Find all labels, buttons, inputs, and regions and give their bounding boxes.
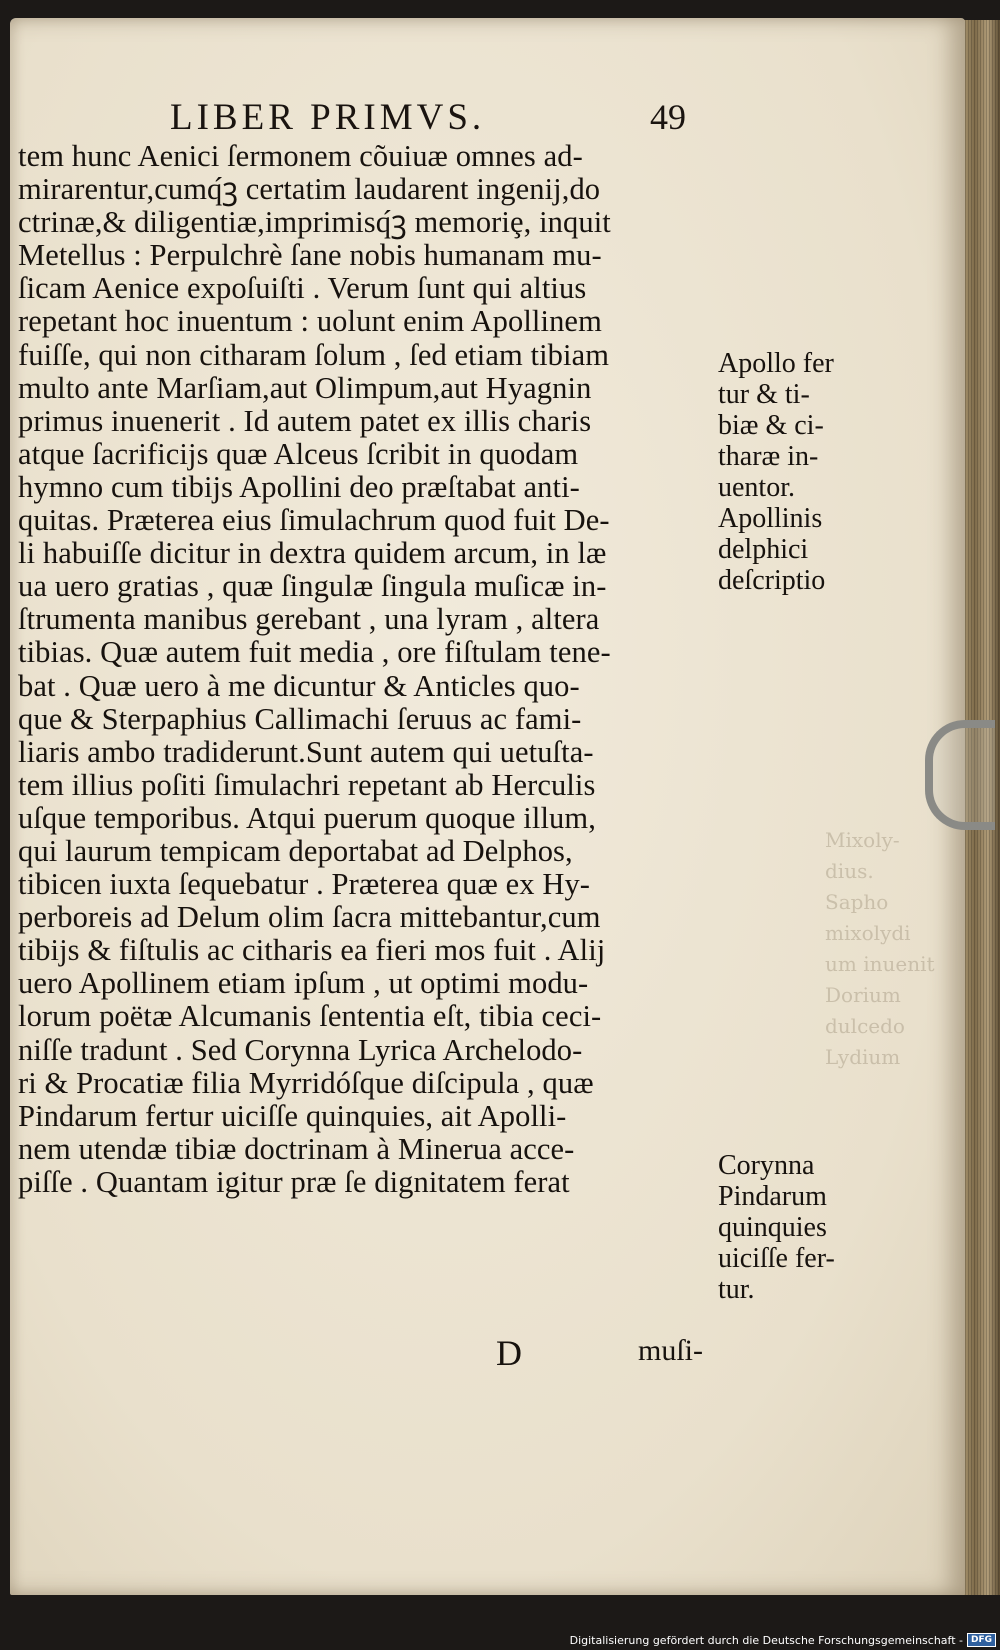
text-line: mirarentur,cumq́ꝫ certatim laudarent ingenij,do [18, 172, 601, 207]
show-through-line: Sapho [825, 890, 889, 914]
margin-note-line: uiciſſe fer- [718, 1243, 835, 1274]
text-line: ſicam Aenice expoſuiſti . Verum ſunt qui altius [18, 271, 587, 306]
text-line: uero Apollinem etiam ipſum , ut optimi modu- [18, 966, 589, 1001]
text-line: hymno cum tibijs Apollini deo præſtabat anti- [18, 469, 580, 504]
text-line: liaris ambo tradiderunt.Sunt autem qui uetuſta- [18, 734, 594, 769]
margin-note-line: tharæ in- [718, 441, 819, 472]
show-through-line: dius. [825, 859, 874, 883]
margin-note-apollo [718, 348, 834, 596]
text-line: ri & Procatiæ filia Myrridóſque diſcipula , quæ [18, 1065, 594, 1100]
show-through-line: mixolydi [825, 921, 911, 945]
text-line: uſque temporibus. Atqui puerum quoque illum, [18, 800, 596, 835]
text-line: tibijs & fiſtulis ac citharis ea fieri mos fuit . Alij [18, 933, 606, 968]
dfg-logo: DFG [967, 1633, 996, 1647]
show-through-line: Mixoly- [825, 828, 900, 852]
text-line: atque ſacrificijs quæ Alceus ſcribit in quodam [18, 436, 579, 471]
margin-note-line: Apollo fer [718, 348, 834, 379]
text-line: piſſe . Quantam igitur præ ſe dignitatem ferat [18, 1164, 570, 1199]
text-line: multo ante Marſiam,aut Olimpum,aut Hyagnin [18, 370, 592, 405]
show-through-text [825, 825, 935, 1073]
main-text-block [18, 140, 718, 1199]
show-through-line: um inuenit [825, 952, 935, 976]
catchword: muſi- [638, 1334, 703, 1367]
text-line: bat . Quæ uero à me dicuntur & Anticles quo- [18, 668, 580, 703]
text-line: ctrinæ,& diligentiæ,imprimisq́ꝫ memoriȩ, inquit [18, 205, 611, 240]
text-line: ſtrumenta manibus gerebant , una lyram , altera [18, 602, 600, 637]
show-through-line: dulcedo [825, 1014, 905, 1038]
margin-note-line: tur & ti- [718, 379, 810, 410]
text-line: perboreis ad Delum olim ſacra mittebantur,cum [18, 900, 601, 935]
margin-note-corynna [718, 1150, 835, 1305]
text-line: tem illius poſiti ſimulachri repetant ab Herculis [18, 767, 596, 802]
text-line: Metellus : Perpulchrè ſane nobis humanam mu- [18, 238, 602, 273]
text-line: que & Sterpaphius Callimachi ſeruus ac fami- [18, 701, 582, 736]
margin-note-line: biæ & ci- [718, 410, 824, 441]
margin-note-line: quinquies [718, 1212, 827, 1243]
page-number: 49 [650, 97, 686, 137]
credit-text: Digitalisierung gefördert durch die Deutsche Forschungsgemeinschaft - [569, 1633, 963, 1647]
text-line: tibicen iuxta ſequebatur . Præterea quæ ex Hy- [18, 867, 591, 902]
margin-note-line: tur. [718, 1274, 755, 1305]
margin-note-line: Apollinis [718, 503, 823, 534]
margin-note-line: uentor. [718, 472, 795, 503]
text-line: nem utendæ tibiæ doctrinam à Minerua acce- [18, 1131, 575, 1166]
text-line: quitas. Præterea eius ſimulachrum quod fuit De- [18, 503, 610, 538]
running-head: LIBER PRIMVS. [170, 97, 486, 138]
page-header [160, 96, 700, 140]
margin-note-line: Corynna [718, 1150, 815, 1181]
text-line: lorum poëtæ Alcumanis ſententia eſt, tibia ceci- [18, 999, 602, 1034]
text-line: fuiſſe, qui non citharam ſolum , ſed etiam tibiam [18, 337, 610, 372]
text-line: Pindarum fertur uiciſſe quinquies, ait Apolli- [18, 1098, 567, 1133]
text-line: ua uero gratias , quæ ſingulæ ſingula muſicæ in- [18, 569, 607, 604]
text-line: primus inuenerit . Id autem patet ex illis charis [18, 403, 592, 438]
text-line: repetant hoc inuentum : uolunt enim Apollinem [18, 304, 602, 339]
text-line: niſſe tradunt . Sed Corynna Lyrica Archelodo- [18, 1032, 583, 1067]
show-through-line: Lydium [825, 1045, 901, 1069]
margin-note-line: Pindarum [718, 1181, 827, 1212]
text-line: qui laurum tempicam deportabat ad Delphos, [18, 833, 573, 868]
text-line: li habuiſſe dicitur in dextra quidem arcum, in læ [18, 536, 607, 571]
page-clip-holder [925, 720, 995, 830]
text-line: tem hunc Aenici ſermonem cõuiuæ omnes ad- [18, 139, 583, 173]
text-line: tibias. Quæ autem fuit media , ore fiſtulam tene- [18, 635, 611, 670]
show-through-line: Dorium [825, 983, 901, 1007]
signature-mark: D [496, 1333, 522, 1373]
margin-note-line: deſcriptio [718, 565, 826, 596]
digitization-credit [570, 1631, 996, 1649]
margin-note-line: delphici [718, 534, 809, 565]
